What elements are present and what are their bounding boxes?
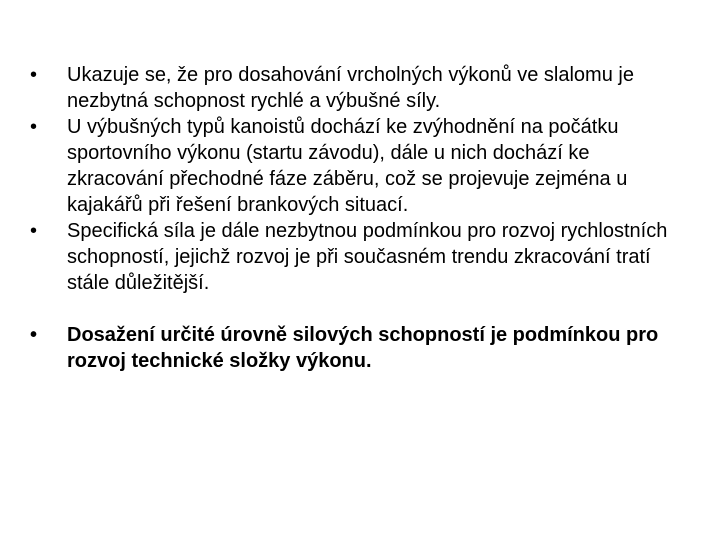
bullet-text: Ukazuje se, že pro dosahování vrcholných výkonů ve slalomu je nezbytná schopnost rychlé a výbušné síly. — [67, 64, 634, 112]
bullet-item-specific-strength — [30, 218, 680, 296]
bullet-text: Specifická síla je dále nezbytnou podmínkou pro rozvoj rychlostních schopností, jejichž rozvoj je při současném trendu zkracování tratí stále důležitější. — [67, 220, 668, 294]
bullet-text: Dosažení určité úrovně silových schopností je podmínkou pro rozvoj technické složky výkonu. — [67, 324, 659, 372]
bullet-item-explosive-types — [30, 114, 680, 218]
bullet-list — [30, 62, 680, 374]
bullet-marker: • — [30, 324, 38, 346]
bullet-marker: • — [30, 220, 38, 242]
bullet-item-explosive-strength — [30, 62, 680, 114]
bullet-text: U výbušných typů kanoistů dochází ke zvýhodnění na počátku sportovního výkonu (startu závodu), dále u nich dochází ke zkracování přechodné fáze záběru, což se projevuje zejména u kajakářů při řešení brankových situací. — [67, 116, 628, 216]
bullet-item-strength-level — [30, 322, 680, 374]
bullet-spacer — [30, 296, 680, 322]
bullet-marker: • — [30, 64, 38, 86]
bullet-marker: • — [30, 116, 38, 138]
